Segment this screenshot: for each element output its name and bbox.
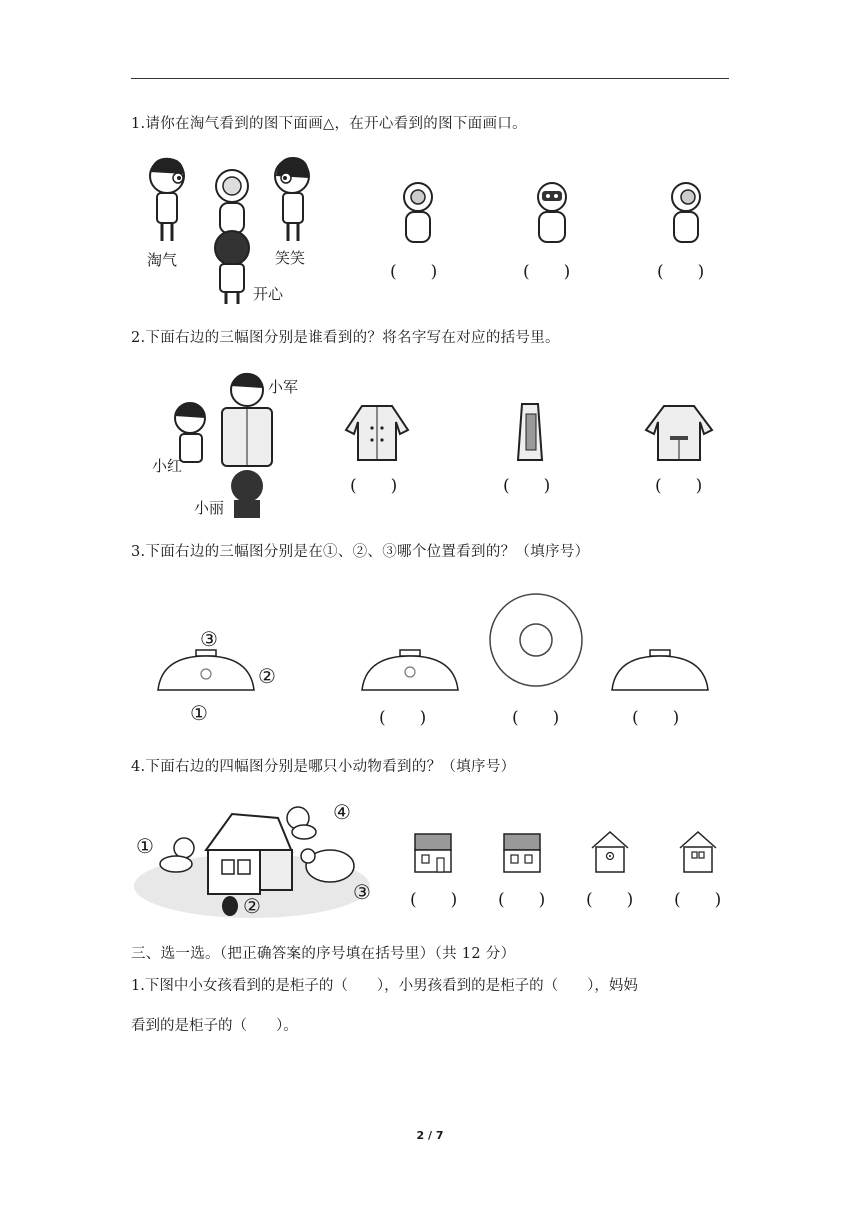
q4-answer-blank-4[interactable]: ( )	[674, 890, 722, 910]
q3-bowl-scene	[156, 648, 256, 692]
q4-animal-3: ③	[353, 880, 371, 904]
question-4-text: 4.下面右边的四幅图分别是哪只小动物看到的？（填序号）	[131, 759, 516, 775]
section-3-question-1	[131, 966, 729, 1046]
label-xiaoxiao: 笑笑	[275, 249, 306, 267]
q1-robot-view-2	[530, 180, 574, 246]
q3-position-2: ②	[258, 664, 276, 688]
section-3-question-1-line-2: 看到的是柜子的（ ）。	[131, 1018, 298, 1034]
q4-animal-4: ④	[333, 800, 351, 824]
question-2-text: 2.下面右边的三幅图分别是谁看到的？将名字写在对应的括号里。	[131, 330, 560, 346]
q2-scene-illustration	[150, 368, 280, 518]
question-1-text: 1.请你在淘气看到的图下面画△，在开心看到的图下面画口。	[131, 116, 527, 132]
q4-house-view-3	[590, 830, 630, 874]
q1-answer-blank-1[interactable]: ( )	[390, 262, 438, 282]
q4-answer-blank-3[interactable]: ( )	[586, 890, 634, 910]
header-rule	[131, 78, 729, 79]
q4-house-view-1	[412, 832, 454, 874]
label-xiaoli: 小丽	[194, 499, 225, 517]
q4-animal-1: ①	[136, 834, 154, 858]
q3-answer-blank-2[interactable]: ( )	[512, 708, 560, 728]
q2-answer-blank-2[interactable]: ( )	[503, 476, 551, 496]
label-xiaohong: 小红	[152, 457, 183, 475]
question-3-text: 3.下面右边的三幅图分别是在①、②、③哪个位置看到的？（填序号）	[131, 544, 590, 560]
q1-robot-view-1	[398, 180, 438, 246]
q3-answer-blank-1[interactable]: ( )	[379, 708, 427, 728]
q3-answer-blank-3[interactable]: ( )	[632, 708, 680, 728]
q4-animal-2: ②	[243, 894, 261, 918]
q1-answer-blank-3[interactable]: ( )	[657, 262, 705, 282]
q1-scene-illustration	[140, 148, 330, 308]
q4-house-view-4	[678, 830, 718, 874]
q3-bowl-side-view	[610, 648, 710, 692]
q1-robot-view-3	[666, 180, 706, 246]
q2-answer-blank-3[interactable]: ( )	[655, 476, 703, 496]
q3-position-1: ①	[190, 701, 208, 725]
label-kaixin: 开心	[253, 285, 284, 303]
label-taoqi: 淘气	[147, 251, 178, 269]
q3-position-3: ③	[200, 627, 218, 651]
q1-answer-blank-2[interactable]: ( )	[523, 262, 571, 282]
q4-answer-blank-2[interactable]: ( )	[498, 890, 546, 910]
section-3-heading: 三、选一选。（把正确答案的序号填在括号里）（共 12 分）	[131, 946, 516, 962]
q3-bowl-front-view	[360, 648, 460, 692]
page-number: 2 / 7	[416, 1129, 444, 1142]
q2-coat-view-front	[342, 402, 412, 464]
q4-house-view-2	[501, 832, 543, 874]
q3-bowl-top-view	[488, 592, 584, 688]
q2-coat-view-back	[642, 402, 716, 464]
section-3-question-1-line-1: 1.下图中小女孩看到的是柜子的（ ），小男孩看到的是柜子的（ ），妈妈	[131, 978, 638, 994]
q2-answer-blank-1[interactable]: ( )	[350, 476, 398, 496]
label-xiaojun: 小军	[268, 378, 299, 396]
q2-coat-view-side	[510, 402, 550, 464]
q4-answer-blank-1[interactable]: ( )	[410, 890, 458, 910]
